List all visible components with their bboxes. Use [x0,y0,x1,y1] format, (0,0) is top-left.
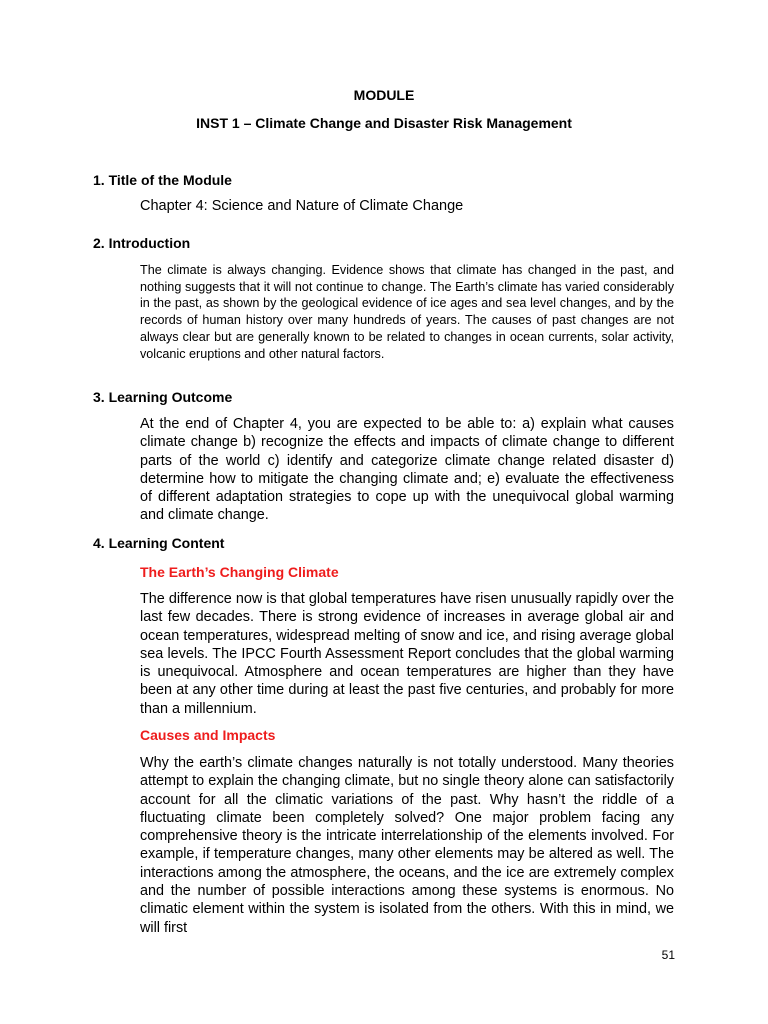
section-heading-learning-content: 4. Learning Content [93,535,225,551]
section-heading-learning-outcome: 3. Learning Outcome [93,389,233,405]
changing-climate-paragraph: The difference now is that global temperatures have risen unusually rapidly over the last few decades. There is strong evidence of increases in average global air and ocean temperatures, widespread melting of snow and ice, and rising average global sea levels. The IPCC Fourth Assessment Report concludes that the global warming is unequivocal. Atmosphere and ocean temperatures are higher than they have been at any other time during at least the past five centuries, and probably for more than a millennium. [140,591,674,717]
section-heading-title-of-module: 1. Title of the Module [93,172,232,188]
introduction-paragraph: The climate is always changing. Evidence shows that climate has changed in the past, and nothing suggests that it will not continue to change. The Earth’s climate has varied considerably in the past, as shown by the geological evidence of ice ages and sea level changes, and by the records of human history over many hundreds of years. The causes of past changes are not always clear but are generally known to be related to changes in ocean currents, solar activity, volcanic eruptions and other natural factors. [140,263,674,361]
page-number: 51 [661,948,675,962]
module-label: MODULE [353,87,415,103]
learning-outcome-paragraph: At the end of Chapter 4, you are expected to be able to: a) explain what causes climate change b) recognize the effects and impacts of climate change to different parts of the world c) identify and categorize climate change related disaster d) determine how to mitigate the changing climate and; e) evaluate the effectiveness of different adaptation strategies to cope up with the unequivocal global warming and climate change. [140,416,674,524]
chapter-title: Chapter 4: Science and Nature of Climate Change [140,198,464,214]
subsection-heading-changing-climate: The Earth’s Changing Climate [140,564,339,580]
causes-impacts-paragraph: Why the earth’s climate changes naturally is not totally understood. Many theories attempt to explain the changing climate, but no single theory alone can satisfactorily account for all the climatic variations of the past. Why hasn’t the riddle of a fluctuating climate been completely solved? One major problem facing any comprehensive theory is the intricate interrelationship of the elements involved. For example, if temperature changes, many other elements may be altered as well. The interactions among the atmosphere, the oceans, and the ice are extremely complex and the number of possible interactions among these systems is enormous. No climatic element within the system is isolated from the others. With this in mind, we will first [140,755,674,936]
section-heading-introduction: 2. Introduction [93,235,191,251]
subsection-heading-causes-impacts: Causes and Impacts [140,727,276,743]
course-title: INST 1 – Climate Change and Disaster Risk Management [196,115,572,131]
